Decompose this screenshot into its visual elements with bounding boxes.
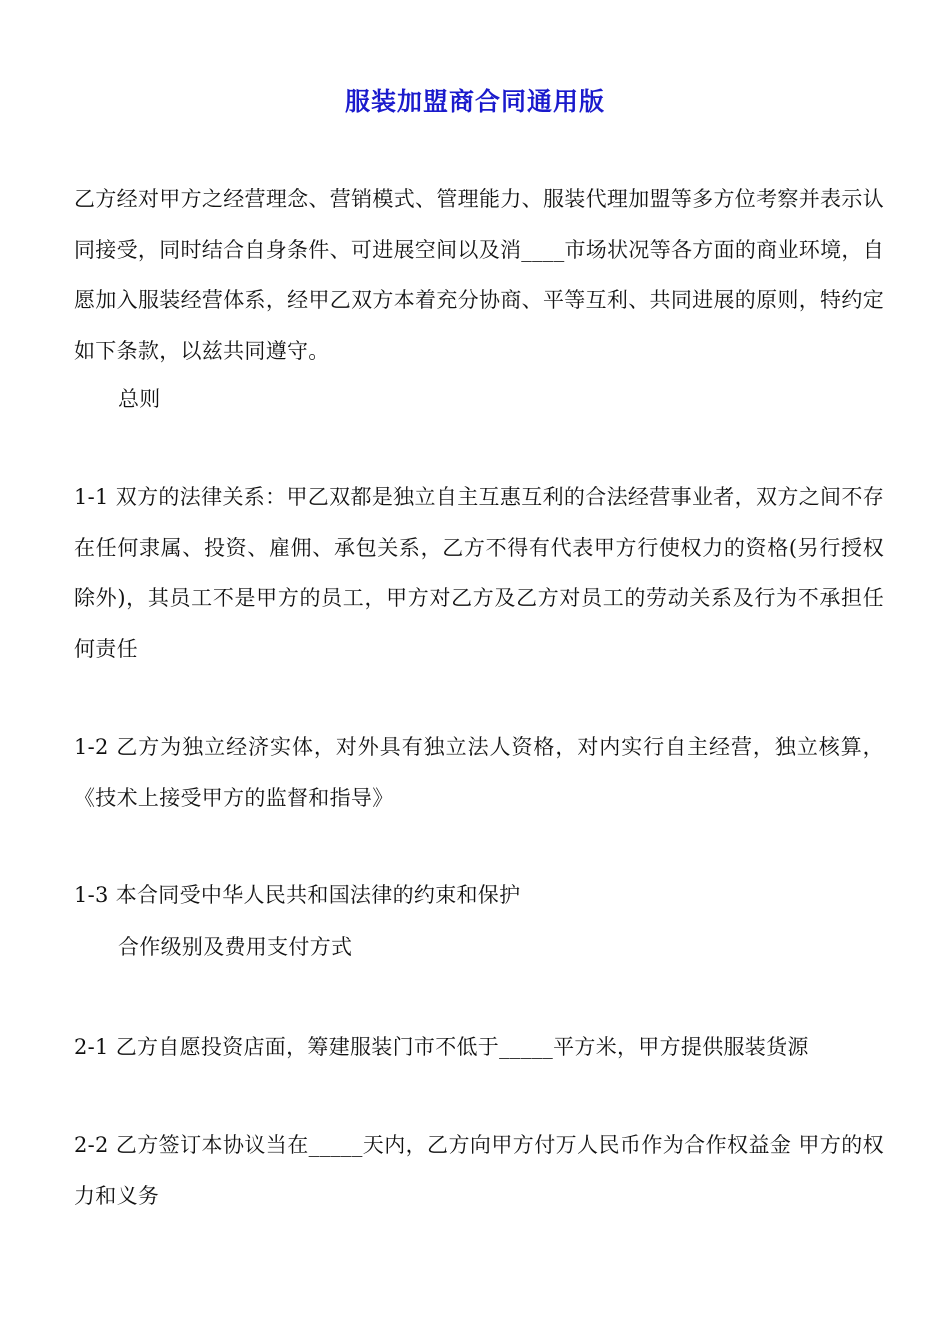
intro-paragraph: 乙方经对甲方之经营理念、营销模式、管理能力、服装代理加盟等多方位考察并表示认同接受，同时结合自身条件、可进展空间以及消____市场状况等各方面的商业环境，自愿加入服装经营体系，经甲乙双方本着充分协商、平等互利、共同进展的原则，特约定如下条款，以兹共同遵守。 xyxy=(74,187,884,363)
clause-2-1: 2-1 乙方自愿投资店面，筹建服装门市不低于_____平方米，甲方提供服装货源 xyxy=(74,1035,809,1059)
clause-1-2: 1-2 乙方为独立经济实体，对外具有独立法人资格，对内实行自主经营，独立核算，《技术上接受甲方的监督和指导》 xyxy=(74,735,884,810)
clause-1-3: 1-3 本合同受中华人民共和国法律的约束和保护 xyxy=(74,883,521,907)
section-heading-cooperation-level: 合作级别及费用支付方式 xyxy=(118,935,353,959)
section-heading-general: 总则 xyxy=(118,387,161,411)
clause-1-1: 1-1 双方的法律关系：甲乙双都是独立自主互惠互利的合法经营事业者，双方之间不存在任何隶属、投资、雇佣、承包关系，乙方不得有代表甲方行使权力的资格(另行授权除外)，其员工不是甲方的员工，甲方对乙方及乙方对员工的劳动关系及行为不承担任何责任 xyxy=(74,485,884,661)
clause-2-2: 2-2 乙方签订本协议当在_____天内，乙方向甲方付万人民币作为合作权益金 甲方的权力和义务 xyxy=(74,1133,884,1208)
document-title: 服装加盟商合同通用版 xyxy=(344,87,605,116)
